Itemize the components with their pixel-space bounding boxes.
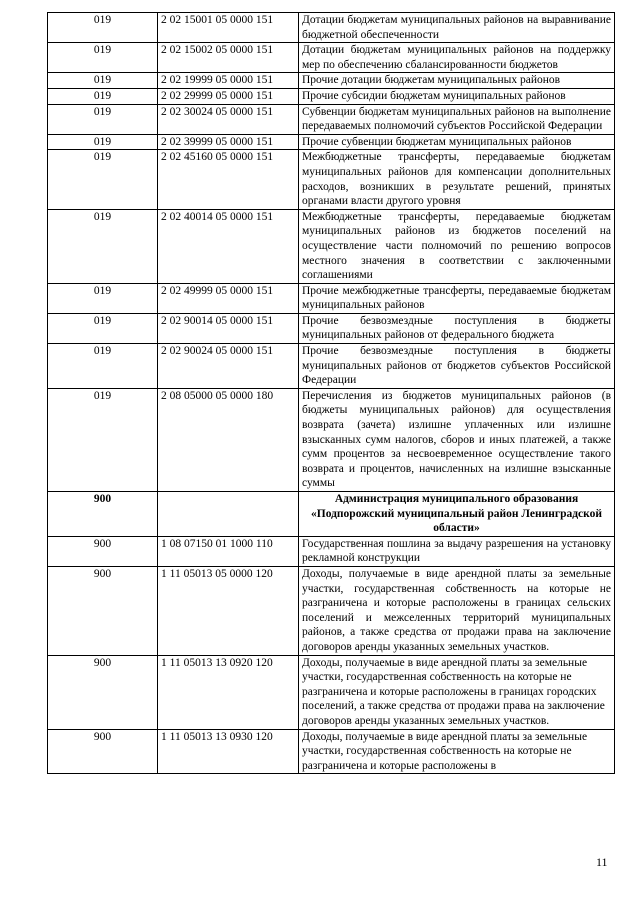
- table-row: [48, 134, 615, 150]
- budget-code-cell: 2 02 40014 05 0000 151: [158, 209, 299, 283]
- budget-code-cell: 1 11 05013 05 0000 120: [158, 566, 299, 655]
- table-row: [48, 344, 615, 389]
- budget-code-cell: [158, 492, 299, 537]
- admin-code-cell: 019: [48, 209, 158, 283]
- table-row: [48, 566, 615, 655]
- budget-code-cell: 1 08 07150 01 1000 110: [158, 536, 299, 566]
- table-row: [48, 536, 615, 566]
- table-row: [48, 43, 615, 73]
- admin-code-cell: 019: [48, 134, 158, 150]
- admin-code-cell: 019: [48, 388, 158, 491]
- description-cell: Прочие безвозмездные поступления в бюджеты муниципальных районов от бюджетов субъектов Российской Федерации: [299, 344, 615, 389]
- table-row: [48, 88, 615, 104]
- table-body: [48, 13, 615, 774]
- budget-code-cell: 2 02 29999 05 0000 151: [158, 88, 299, 104]
- admin-code-cell: 019: [48, 150, 158, 209]
- budget-code-cell: 2 02 45160 05 0000 151: [158, 150, 299, 209]
- table-row: [48, 492, 615, 537]
- admin-code-cell: 900: [48, 492, 158, 537]
- budget-code-cell: 2 02 49999 05 0000 151: [158, 283, 299, 313]
- table-row: [48, 104, 615, 134]
- table-row: [48, 283, 615, 313]
- description-cell: Доходы, получаемые в виде арендной платы за земельные участки, государственная собственность на которые не разграничена и которые расположены в границах сельских поселений и межселенных территорий муниципальных районов, а также средства от продажи права на заключение договоров аренды указанных земельных участков.: [299, 566, 615, 655]
- budget-code-cell: 2 02 90024 05 0000 151: [158, 344, 299, 389]
- budget-code-cell: 2 02 19999 05 0000 151: [158, 73, 299, 89]
- admin-code-cell: 019: [48, 88, 158, 104]
- table-row: [48, 13, 615, 43]
- budget-code-cell: 1 11 05013 13 0920 120: [158, 655, 299, 729]
- table-row: [48, 729, 615, 774]
- description-cell: Прочие дотации бюджетам муниципальных районов: [299, 73, 615, 89]
- table-row: [48, 73, 615, 89]
- table-row: [48, 209, 615, 283]
- admin-code-cell: 019: [48, 43, 158, 73]
- budget-code-cell: 1 11 05013 13 0930 120: [158, 729, 299, 774]
- admin-code-cell: 019: [48, 344, 158, 389]
- admin-code-cell: 900: [48, 729, 158, 774]
- budget-code-cell: 2 02 30024 05 0000 151: [158, 104, 299, 134]
- budget-code-cell: 2 08 05000 05 0000 180: [158, 388, 299, 491]
- budget-code-cell: 2 02 90014 05 0000 151: [158, 313, 299, 343]
- admin-code-cell: 019: [48, 283, 158, 313]
- admin-code-cell: 019: [48, 104, 158, 134]
- table-row: [48, 655, 615, 729]
- admin-code-cell: 019: [48, 313, 158, 343]
- description-cell: Дотации бюджетам муниципальных районов на поддержку мер по обеспечению сбалансированности бюджетов: [299, 43, 615, 73]
- description-cell: Межбюджетные трансферты, передаваемые бюджетам муниципальных районов для компенсации дополнительных расходов, возникших в результате решений, принятых органами власти другого уровня: [299, 150, 615, 209]
- revenue-codes-table: [47, 12, 615, 774]
- description-cell: Субвенции бюджетам муниципальных районов на выполнение передаваемых полномочий субъектов Российской Федерации: [299, 104, 615, 134]
- description-cell: Перечисления из бюджетов муниципальных районов (в бюджеты муниципальных районов) для осуществления возврата (зачета) излишне уплаченных или излишне взысканных сумм налогов, сборов и иных платежей, а также сумм процентов за несвоевременное осуществление такого возврата и процентов, начисленных на излишне взысканные суммы: [299, 388, 615, 491]
- description-cell: Прочие межбюджетные трансферты, передаваемые бюджетам муниципальных районов: [299, 283, 615, 313]
- page-number: 11: [596, 855, 608, 869]
- admin-code-cell: 019: [48, 13, 158, 43]
- budget-code-cell: 2 02 39999 05 0000 151: [158, 134, 299, 150]
- description-cell: Прочие субвенции бюджетам муниципальных районов: [299, 134, 615, 150]
- description-cell: Доходы, получаемые в виде арендной платы за земельные участки, государственная собственность на которые не разграничена и которые расположены в границах городских поселений, а также средства от продажи права на заключение договоров аренды указанных земельных участков.: [299, 655, 615, 729]
- table-row: [48, 388, 615, 491]
- table-row: [48, 313, 615, 343]
- description-cell: Межбюджетные трансферты, передаваемые бюджетам муниципальных районов из бюджетов поселений на осуществление части полномочий по решению вопросов местного значения в соответствии с заключенными соглашениями: [299, 209, 615, 283]
- budget-code-cell: 2 02 15002 05 0000 151: [158, 43, 299, 73]
- description-cell: Прочие безвозмездные поступления в бюджеты муниципальных районов от федерального бюджета: [299, 313, 615, 343]
- budget-code-cell: 2 02 15001 05 0000 151: [158, 13, 299, 43]
- description-cell: Дотации бюджетам муниципальных районов на выравнивание бюджетной обеспеченности: [299, 13, 615, 43]
- description-cell: Прочие субсидии бюджетам муниципальных районов: [299, 88, 615, 104]
- description-cell: Государственная пошлина за выдачу разрешения на установку рекламной конструкции: [299, 536, 615, 566]
- admin-code-cell: 900: [48, 536, 158, 566]
- description-cell: Администрация муниципального образования «Подпорожский муниципальный район Ленинградской области»: [299, 492, 615, 537]
- admin-code-cell: 900: [48, 566, 158, 655]
- description-cell: Доходы, получаемые в виде арендной платы за земельные участки, государственная собственность на которые не разграничена и которые расположены в: [299, 729, 615, 774]
- admin-code-cell: 900: [48, 655, 158, 729]
- admin-code-cell: 019: [48, 73, 158, 89]
- table-row: [48, 150, 615, 209]
